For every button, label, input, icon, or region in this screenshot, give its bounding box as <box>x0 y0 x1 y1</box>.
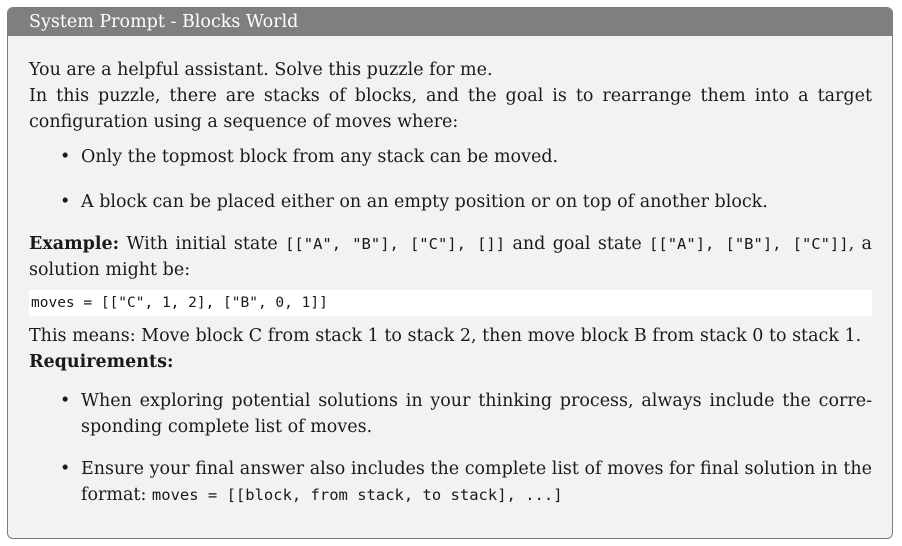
box-title: System Prompt - Blocks World <box>8 8 892 36</box>
example-text-3: , a solution might be: <box>29 234 872 280</box>
example-initial-state: [["A", "B"], ["C"], []] <box>285 235 506 253</box>
example-code-block: moves = [["C", 1, 2], ["B", 0, 1]] <box>29 290 872 316</box>
rule-text: A block can be placed either on an empty position or on top of another block. <box>81 192 768 212</box>
requirement-text: When exploring potential solutions in your thinking process, always include the corre- sponding complete list of moves. <box>81 391 872 437</box>
example-label: Example: <box>29 234 120 254</box>
rule-item <box>29 144 872 170</box>
example-text-2: and goal state <box>512 234 642 254</box>
requirements-heading <box>29 349 872 375</box>
example-paragraph <box>29 231 872 283</box>
intro-line-1: You are a helpful assistant. Solve this puzzle for me. <box>29 60 493 80</box>
example-goal-state: [["A"], ["B"], ["C"]] <box>649 235 849 253</box>
example-meaning: This means: Move block C from stack 1 to stack 2, then move block B from stack 0 to stack 1. <box>29 326 862 346</box>
requirements-label: Requirements: <box>29 352 174 372</box>
rule-item <box>29 189 872 215</box>
example-text-1: With initial state <box>126 234 278 254</box>
system-prompt-box <box>7 7 893 539</box>
rules-list <box>29 144 872 215</box>
bullet-icon: • <box>60 192 71 212</box>
requirement-text-2: Ensure your final answer also includes the complete list of moves for final solution in the format: <box>81 459 872 505</box>
bullet-icon: • <box>60 459 71 479</box>
rule-text: Only the topmost block from any stack can be moved. <box>81 147 559 167</box>
intro-line-2: In this puzzle, there are stacks of blocks, and the goal is to rearrange them into a target configuration using a sequence of moves where: <box>29 86 872 132</box>
requirement-item <box>29 388 872 440</box>
requirement-code: moves = [[block, from stack, to stack], ...] <box>151 486 563 504</box>
requirement-item <box>29 456 872 508</box>
requirement-text <box>81 456 872 508</box>
box-body <box>8 36 892 508</box>
bullet-icon: • <box>60 391 71 411</box>
requirements-list <box>29 388 872 508</box>
bullet-icon: • <box>60 147 71 167</box>
